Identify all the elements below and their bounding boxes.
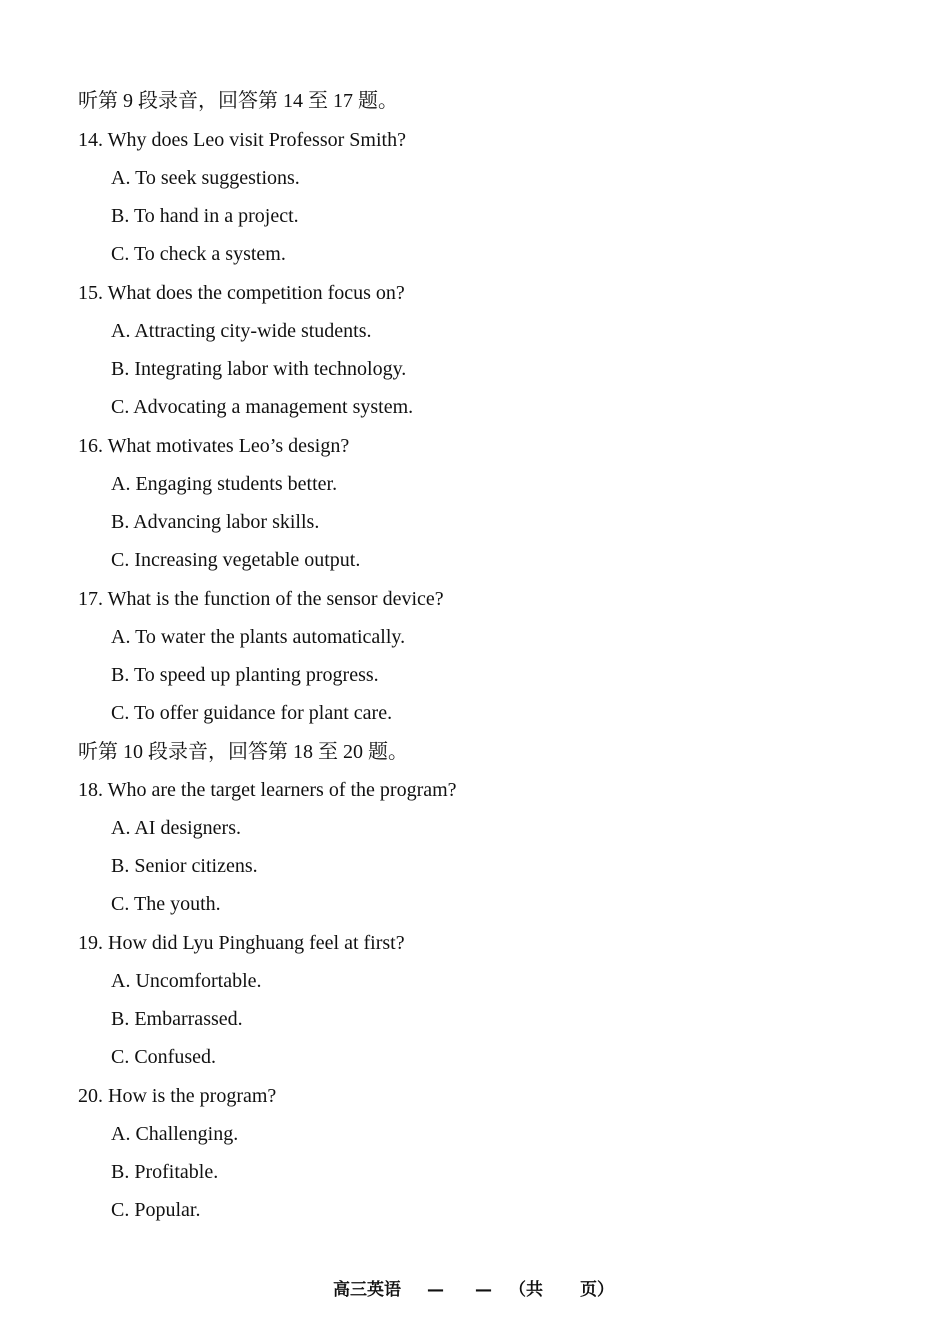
option-14c: C. To check a system.	[111, 243, 286, 265]
option-17b: B. To speed up planting progress.	[111, 664, 379, 686]
option-17a: A. To water the plants automatically.	[111, 626, 406, 648]
option-14a: A. To seek suggestions.	[111, 167, 300, 189]
option-18a: A. AI designers.	[111, 817, 241, 839]
section-heading: 听第 9 段录音，回答第 14 至 17 题。	[78, 90, 398, 112]
footer-dash: —	[427, 1280, 444, 1300]
question-19: 19. How did Lyu Pinghuang feel at first?	[78, 932, 405, 954]
question-18: 18. Who are the target learners of the program?	[78, 779, 457, 801]
option-17c: C. To offer guidance for plant care.	[111, 702, 393, 724]
footer-total-open: （共	[509, 1280, 543, 1300]
question-16: 16. What motivates Leo’s design?	[78, 435, 350, 457]
option-15a: A. Attracting city-wide students.	[111, 320, 372, 342]
option-14b: B. To hand in a project.	[111, 205, 299, 227]
option-16b: B. Advancing labor skills.	[111, 511, 320, 533]
footer-dash: —	[475, 1280, 492, 1300]
option-15c: C. Advocating a management system.	[111, 396, 414, 418]
option-19a: A. Uncomfortable.	[111, 970, 262, 992]
question-17: 17. What is the function of the sensor device?	[78, 588, 444, 610]
option-15b: B. Integrating labor with technology.	[111, 358, 407, 380]
option-16a: A. Engaging students better.	[111, 473, 338, 495]
option-18c: C. The youth.	[111, 893, 221, 915]
option-20c: C. Popular.	[111, 1199, 201, 1221]
question-20: 20. How is the program?	[78, 1085, 277, 1107]
option-20b: B. Profitable.	[111, 1161, 219, 1183]
page-footer	[0, 1278, 950, 1302]
question-14: 14. Why does Leo visit Professor Smith?	[78, 129, 406, 151]
option-19c: C. Confused.	[111, 1046, 216, 1068]
option-19b: B. Embarrassed.	[111, 1008, 243, 1030]
footer-subject: 高三英语	[333, 1280, 401, 1300]
option-18b: B. Senior citizens.	[111, 855, 258, 877]
section-heading: 听第 10 段录音，回答第 18 至 20 题。	[78, 741, 408, 763]
footer-total-close: 页）	[580, 1280, 614, 1300]
question-15: 15. What does the competition focus on?	[78, 282, 405, 304]
option-20a: A. Challenging.	[111, 1123, 239, 1145]
option-16c: C. Increasing vegetable output.	[111, 549, 361, 571]
